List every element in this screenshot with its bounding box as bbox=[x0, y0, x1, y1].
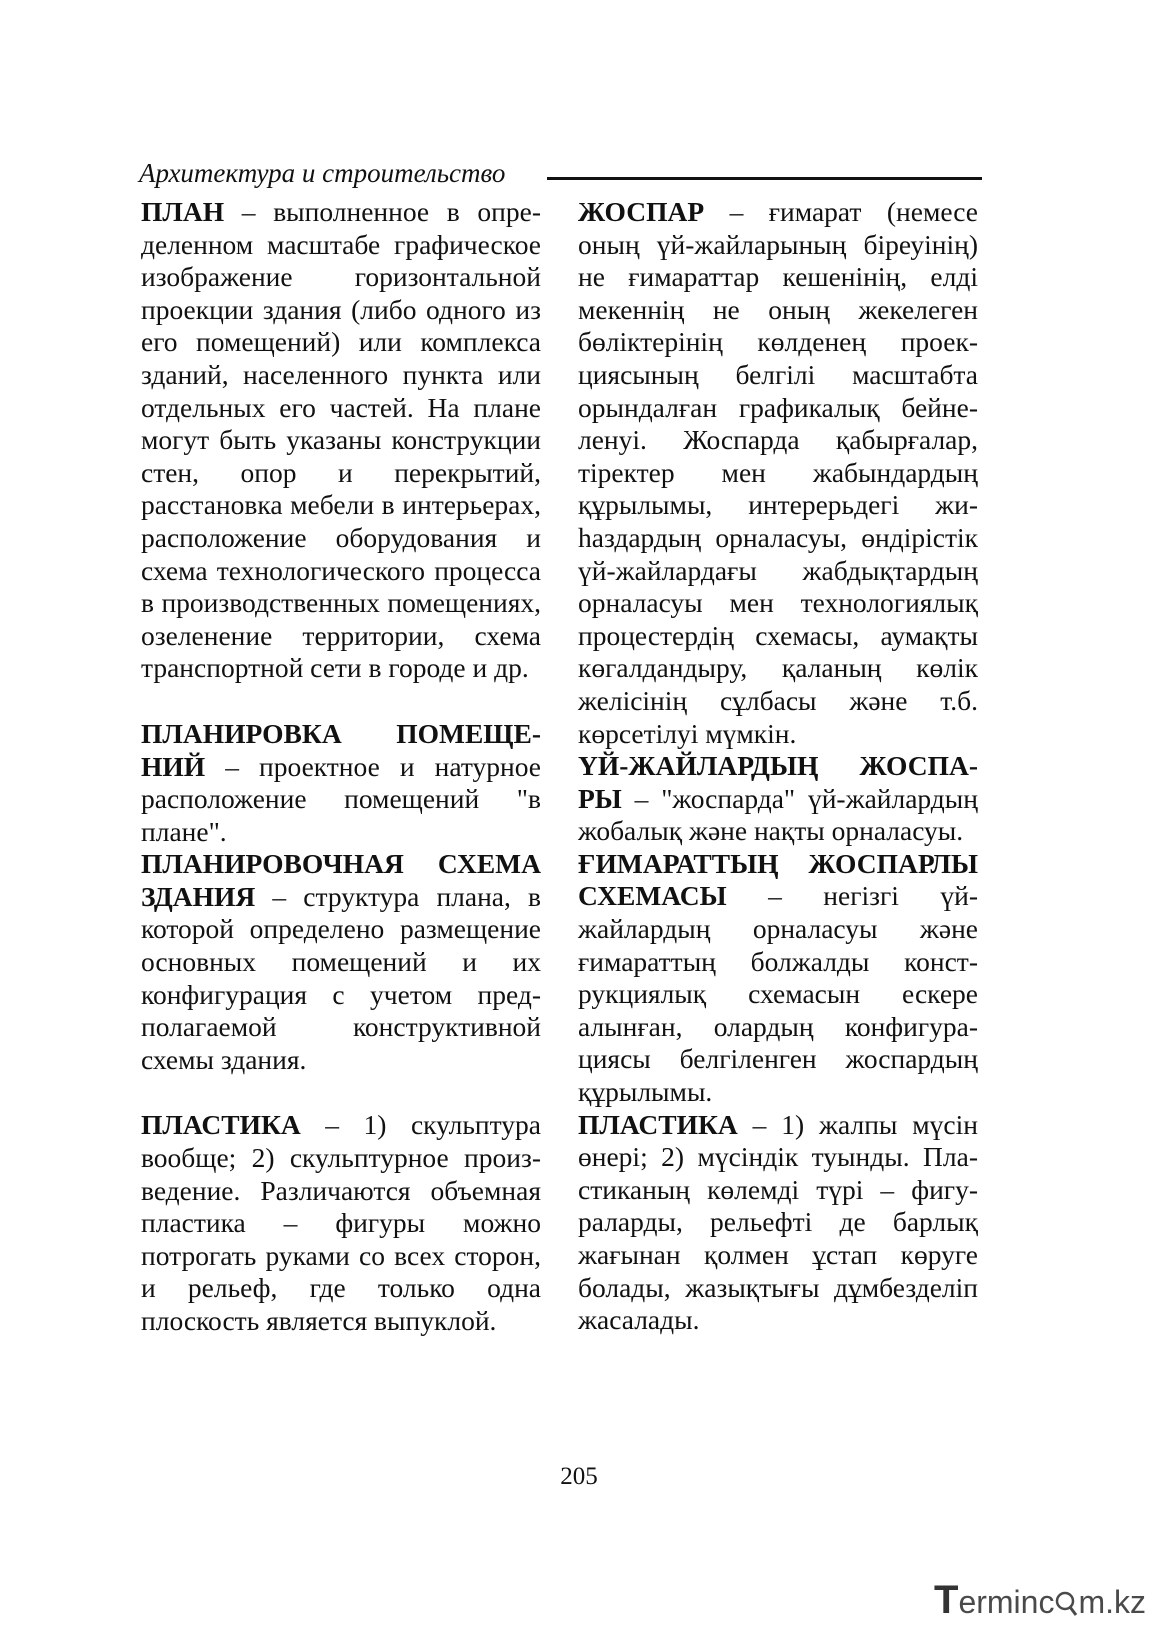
entry-definition: – 1) скульптура вообще; 2) скульптурное произведение. Различаются объемная пластика – фигуры можно потрогать руками со всех сторон, и рельеф, где только одна плоскость является выпуклой. bbox=[141, 1109, 541, 1336]
glossary-entry bbox=[578, 750, 978, 848]
entry-definition: – выполненное в определенном масштабе графическое изображение горизонтальной проекции здания (либо одного из его помещений) или комплекса зданий, населенного пункта или отдельных его частей. На плане могут быть указаны конструкции стен, опор и перекрытий, расстановка мебели в интерьерах, расположение оборудования и схема технологического процесса в производственных помещениях, озеленение территории, схема транспортной сети в городе и др. bbox=[141, 196, 541, 684]
magnifier-icon bbox=[1054, 1586, 1078, 1626]
right-column bbox=[578, 196, 978, 1337]
entry-definition: – "жоспарда" үй-жайлардың жобалық және нақты орналасуы. bbox=[578, 782, 978, 847]
glossary-entry bbox=[141, 196, 541, 685]
running-header-title: Архитектура и строительство bbox=[139, 158, 506, 188]
entry-definition: – проектное и натурное расположение помещений "в плане". bbox=[141, 750, 541, 847]
watermark-text-1: erminc bbox=[958, 1584, 1055, 1620]
glossary-entry bbox=[141, 718, 541, 848]
left-column bbox=[141, 196, 541, 1338]
entry-term: ЖОСПАР bbox=[578, 196, 705, 227]
glossary-entry bbox=[141, 1109, 541, 1337]
header-rule bbox=[547, 177, 982, 180]
entry-term: ПЛАСТИКА bbox=[578, 1108, 738, 1140]
entry-definition: – структура плана, в которой определено размещение основных помещений и их конфигурация с учетом предполагаемой конструктивной схемы здания. bbox=[141, 880, 541, 1075]
entry-term: ПЛАН bbox=[141, 196, 225, 227]
entry-term: ҒИМАРАТТЫҢ ЖОСПАРЛЫ СХЕМАСЫ bbox=[578, 847, 978, 912]
entry-definition: – негізгі үйжайлардың орналасуы және ғимараттың болжалды конструкциялық схемасын ескере алынған, олардың конфигурациясы белгіленген жоспардың құрылымы. bbox=[578, 880, 978, 1108]
entry-term: ПЛАСТИКА bbox=[141, 1109, 301, 1141]
glossary-entry bbox=[578, 196, 978, 750]
entry-term: ПЛАНИРОВКА ПОМЕЩЕНИЙ bbox=[141, 717, 541, 782]
entry-definition: – 1) жалпы мүсін өнері; 2) мүсіндік туынды. Пластиканың көлемді түрі – фигураларды, рельефті де барлық жағынан қолмен ұстап көруге болады, жазықтығы дұмбезделіп жасалады. bbox=[578, 1108, 978, 1336]
watermark-logo bbox=[934, 1580, 1146, 1620]
glossary-entry bbox=[141, 848, 541, 1076]
entry-definition: – ғимарат (немесе оның үй-жайларының біреуінің) не ғимараттар кешенінің, елді мекеннің не оның жекелеген бөліктерінің көлденең проекциясының белгілі масштабта орындалған графикалық бейнеленуі. Жоспарда қабырғалар, тіректер мен жабындардың құрылымы, интерерьдегі жиһаздардың орналасуы, өндірістік үй-жайлардағы жабдықтардың орналасуы мен технологиялық процестердің схемасы, аумақты көгалдандыру, қаланың көлік желісінің сұлбасы және т.б. көрсетілуі мүмкін. bbox=[578, 196, 978, 749]
entry-term: ҮЙ-ЖАЙЛАРДЫҢ ЖОСПАРЫ bbox=[578, 750, 978, 814]
page-number: 205 bbox=[560, 1463, 598, 1490]
watermark-text-2: m.kz bbox=[1078, 1584, 1146, 1620]
watermark-letter-t: T bbox=[934, 1578, 959, 1622]
glossary-entry bbox=[578, 848, 978, 1109]
glossary-entry bbox=[578, 1109, 978, 1337]
entry-term: ПЛАНИРОВОЧНАЯ СХЕМА ЗДАНИЯ bbox=[141, 848, 541, 912]
